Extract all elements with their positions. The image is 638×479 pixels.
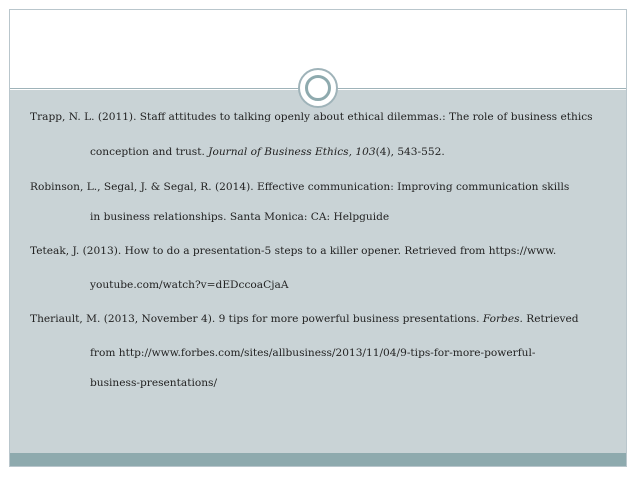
reference-4-text: Theriault, M. (2013, November 4). 9 tips for more powerful business presentations.: [30, 313, 483, 325]
reference-2-line-1: Robinson, L., Segal, J. & Segal, R. (2014). Effective communication: Improving communication skills: [30, 181, 570, 193]
reference-1-line-2: [90, 145, 445, 159]
reference-4-retrieved: . Retrieved: [519, 313, 579, 325]
reference-1-pages: (4), 543-552.: [375, 146, 445, 158]
bottom-bar: [10, 453, 626, 466]
reference-3-line-1: Teteak, J. (2013). How to do a presentation-5 steps to a killer opener. Retrieved from https://www.: [30, 245, 557, 257]
reference-4-line-3: business-presentations/: [90, 377, 218, 389]
reference-2-line-2: in business relationships. Santa Monica: CA: Helpguide: [90, 211, 390, 223]
reference-4-source: Forbes: [482, 313, 520, 325]
circle-ornament-icon: [298, 68, 338, 108]
circle-ornament-inner: [305, 75, 331, 101]
reference-3-line-2: youtube.com/watch?v=dEDccoaCjaA: [90, 279, 289, 291]
reference-1-journal: Journal of Business Ethics, 103: [208, 146, 376, 158]
reference-1-text: conception and trust.: [90, 146, 209, 158]
reference-4-line-1: [30, 312, 579, 326]
reference-4-line-2: from http://www.forbes.com/sites/allbusiness/2013/11/04/9-tips-for-more-powerful-: [90, 347, 536, 359]
reference-1-line-1: Trapp, N. L. (2011). Staff attitudes to talking openly about ethical dilemmas.: The role of business ethics: [30, 111, 593, 123]
